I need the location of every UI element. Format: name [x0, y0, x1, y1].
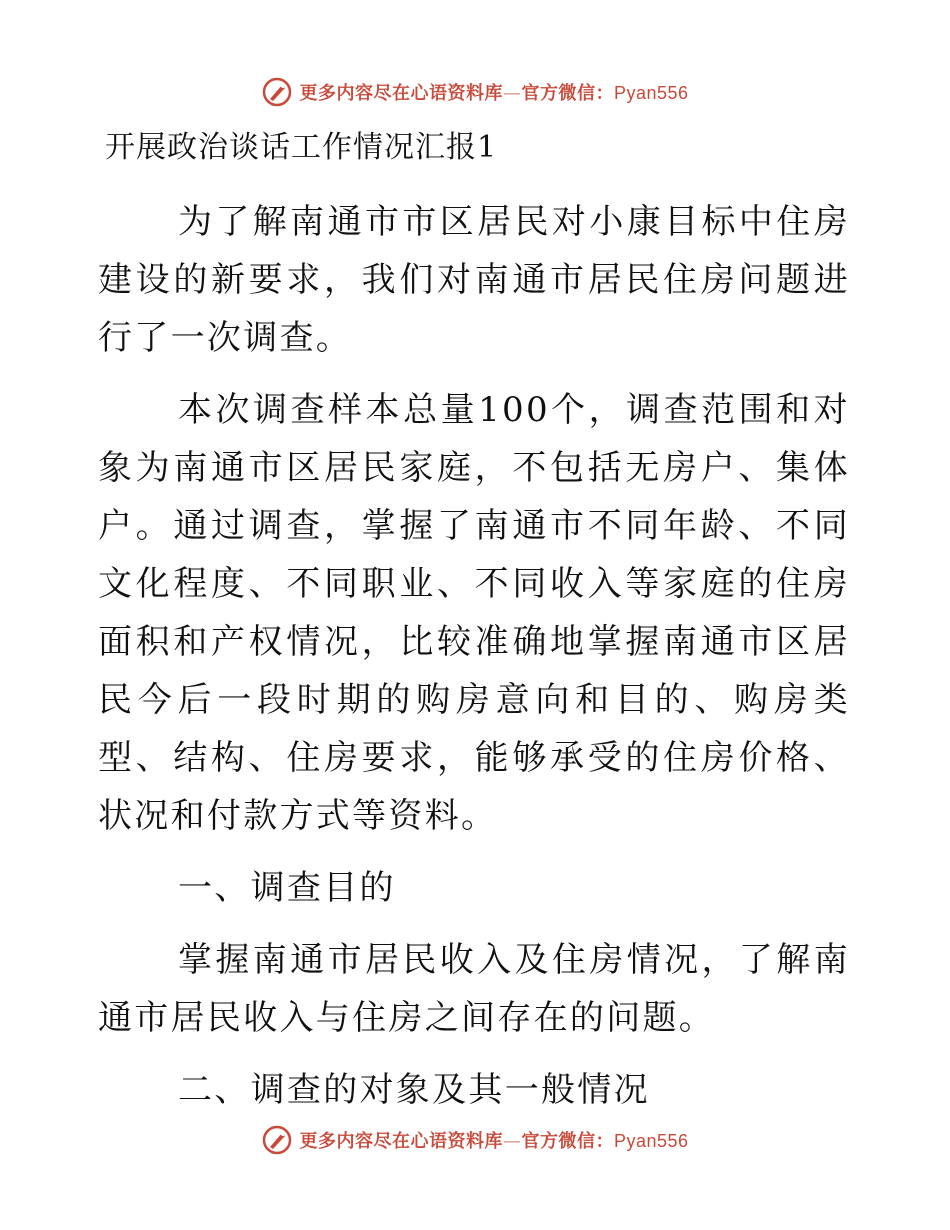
document-title: 开展政治谈话工作情况汇报1 — [105, 130, 498, 165]
purpose-paragraph: 掌握南通市居民收入及住房情况，了解南通市居民收入与住房之间存在的问题。 — [98, 940, 850, 1038]
header-watermark — [0, 72, 950, 112]
intro-paragraph: 为了解南通市市区居民对小康目标中住房建设的新要求，我们对南通市居民住房问题进行了一次调查。 — [98, 202, 850, 358]
document-body — [98, 193, 850, 1133]
sample-paragraph: 本次调查样本总量100个，调查范围和对象为南通市区居民家庭，不包括无房户、集体户。通过调查，掌握了南通市不同年龄、不同文化程度、不同职业、不同收入等家庭的住房面积和产权情况，比较准确地掌握南通市区居民今后一段时期的购房意向和目的、购房类型、结构、住房要求，能够承受的住房价格、状况和付款方式等资料。 — [98, 390, 850, 836]
section-heading-subjects: 二、调查的对象及其一般情况 — [178, 1070, 650, 1110]
watermark-text: 更多内容尽在心语资料库—官方微信：Pyan556 — [299, 83, 689, 104]
pen-logo-icon — [261, 1124, 293, 1156]
section-heading-purpose: 一、调查目的 — [178, 868, 396, 908]
watermark-text: 更多内容尽在心语资料库—官方微信：Pyan556 — [299, 1131, 689, 1152]
footer-watermark — [0, 1120, 950, 1160]
pen-logo-icon — [261, 76, 293, 108]
